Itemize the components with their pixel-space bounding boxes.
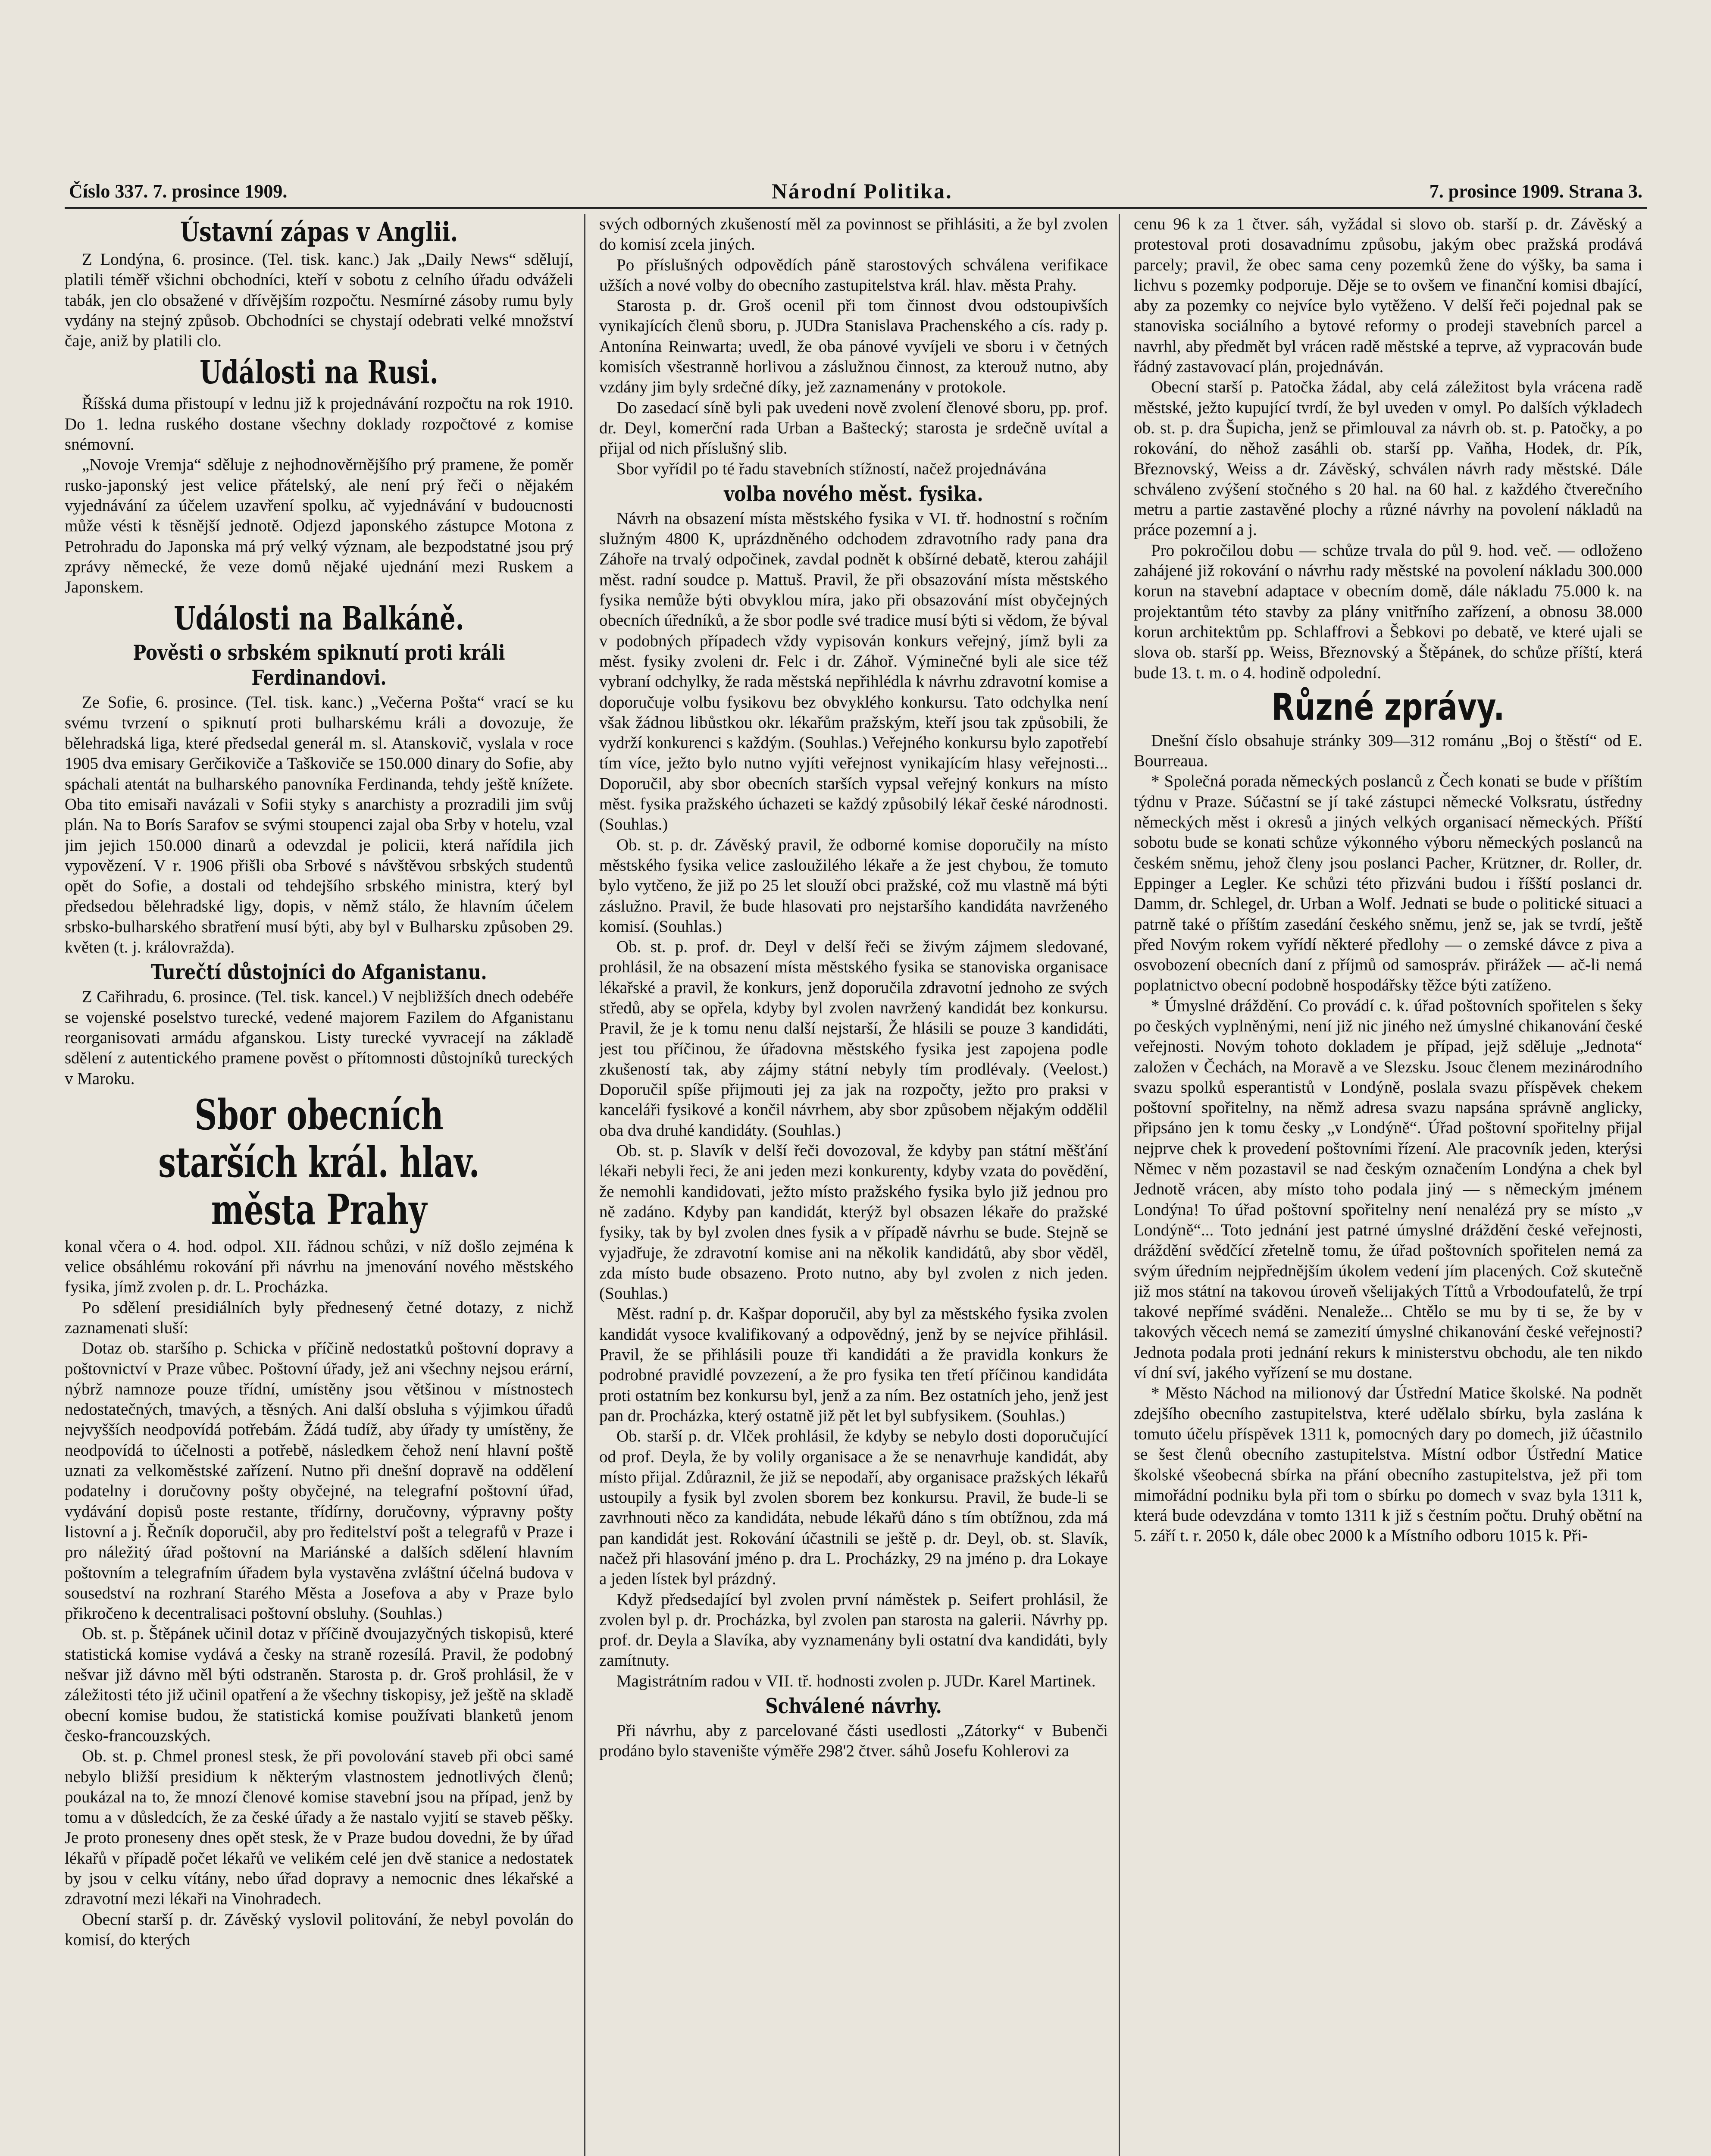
column-rule [584,214,585,2156]
column-3 [1134,214,1642,2156]
column-rule [1119,214,1120,2156]
article-paragraph: Říšská duma přistoupí v lednu již k projednávání rozpočtu na rok 1910. Do 1. ledna ruského dostane všechny doklady rozpočtové z komise snémovní. [65,394,573,454]
article-paragraph: Dotaz ob. staršího p. Schicka v příčině nedostatků poštovní dopravy a poštovnictví v Praze vůbec. Poštovní úřady, jež ani všechny nejsou erární, nýbrž namnoze pouze třídní, umístěny jsou většinou v místnostech nedostatečných, tmavých, a těsných. Ani další obsluha s výjimkou úřadů nejvyšších neodpovídá potřebám. Žádá tudíž, aby úřady ty umístěny, že neodpovídá to účelnosti a potřebě, následkem čehož není hlavní poště uznati za velkoměstské zařízení. Nutno při dnešní dopravě na oddělení podatelny i doručovny pošty obyčejné, na telegrafní poštovní úřad, vydávání dopisů poste restante, třídírny, doručovny, výpravny pošty listovní a j. Řečník doporučil, aby pro ředitelství pošt a telegrafů v Praze i pro náležitý úřad poštovní na Mariánské a dalších sdělení hlavním poštovním a telegrafním úřadem byla vystavěna zvláštní účelná budova v sousedství na rozhraní Starého Města a Josefova a aby v Praze bylo přikročeno k decentralisaci poštovní obsluhy. (Souhlas.) [65,1339,573,1623]
article-paragraph: Dnešní číslo obsahuje stránky 309—312 románu „Boj o štěstí“ od E. Bourreaua. [1134,731,1642,771]
subheadline-spiknuti: Pověsti o srbském spiknutí proti králi Ferdinandovi. [133,641,505,690]
article-paragraph: Ob. st. p. Štěpánek učinil dotaz v příčině dvoujazyčných tiskopisů, které statistická komise vydává a česky na straně rozesílá. Pravil, že podobný nešvar již dávno měl býti odstraněn. Starosta p. dr. Groš prohlásil, že v záležitosti této již učinil opatření a že všechny tiskopisy, jež ještě na skladě obecní komise budou, že statistická komise používati blanketů jenom česko-francouzských. [65,1624,573,1745]
article-paragraph: cenu 96 k za 1 čtver. sáh, vyžádal si slovo ob. starší p. dr. Závěský a protestoval proti dosavadnímu způsobu, jakým obec pražská prodává parcely; pravil, že obec sama ceny pozemků žene do výšky, ba sama i lichvu s pozemky podporuje. Děje se to ovšem ve finanční komisi dbající, aby za pozemky co nejvíce bylo vytěženo. V delší řeči pojednal pak se stanoviska sociálního a bytové reformy o prodeji stavebních parcel a navrhl, aby předmět byl vrácen radě městské a teprve, až vypracován bude řádný zastavovací plán, projednáván. [1134,215,1642,376]
subheadline-turci: Turečtí důstojníci do Afganistanu. [151,960,487,985]
column-2 [599,214,1108,2156]
article-paragraph: svých odborných zkušeností měl za povinnost se přihlásiti, a že byl zvolen do komisí zcela jiných. [599,215,1108,254]
headline-rusi: Události na Rusi. [200,354,438,392]
page-number: 7. prosince 1909. Strana 3. [1429,181,1642,202]
article-paragraph: Z Londýna, 6. prosince. (Tel. tisk. kanc.) Jak „Daily News“ sdělují, platili téměř všichni obchodníci, kteří v sobotu z celního úřadu odváželi tabák, jen clo obsažené v dřívějším rozpočtu. Nesmírné zásoby rumu byly vydány na stejný způsob. Obchodníci se chystají odebrati velké množství čaje, aniž by platili clo. [65,250,573,351]
article-paragraph: * Společná porada německých poslanců z Čech konati se bude v příštím týdnu v Praze. Súčastní se jí také zástupci německé Volksratu, ústředny německých měst i okresů a jiných velkých organisací německých. Příští sobotu bude se konati schůze výkonného výboru německých poslanců na českém sněmu, jehož členy jsou poslanci Pacher, Krützner, dr. Roller, dr. Eppinger a Legler. Ke schůzi této přizváni budou i říšští poslanci dr. Damm, dr. Schlegel, dr. Urban a Wolf. Jednati se bude o politické situaci a patrně také o příštím zasedání českého sněmu, jenž se, jak se tvrdí, ještě před Novým rokem vyřídí některé předlohy — o zemské dávce z piva a osvobození obecních daní z příjmů od samospráv. přirážek — ač-li nemá poplatnictvo obecní podobně hospodářsky těžce býti zatíženo. [1134,772,1642,995]
article-paragraph: Obecní starší p. Patočka žádal, aby celá záležitost byla vrácena radě městské, ježto kupující tvrdí, že byl uveden v omyl. Po dalších výkladech ob. st. p. dra Šupicha, jenž se přimlouval za návrh ob. st. p. Patočky, a po rokování, do něhož zasáhli ob. starší pp. Vaňha, Hodek, dr. Pík, Březnovský, Weiss a dr. Závěský, schválen návrh rady městské. Dále schváleno zvýšení stočného s 20 hal. na 60 hal. z každého čtverečního metru a partie zastavěné plochy a různé návrhy na povolení nákladů na práce pozemní a j. [1134,378,1642,539]
article-paragraph: Při návrhu, aby z parcelované části usedlosti „Zátorky“ v Bubenči prodáno bylo stavenište výměře 298'2 čtver. sáhů Josefu Kohlerovi za [599,1721,1108,1761]
headline-anglie: Ústavní zápas v Anglii. [180,216,458,248]
article-paragraph: Ob. st. p. Chmel pronesl stesk, že při povolování staveb při obci samé nebylo bližší presidium k některým vlastnostem jednotlivých členů; poukázal na to, že mnozí členové komise stavební jsou na případ, jenž by tomu a v důsledcích, že za české úřady a že nastalo vyjití se staveb pěšky. Je proto proneseny dnes opět stesk, že v Praze budou dovedni, že by úřad lékařů v případě počet lékařů ve velikém celé jen dvě stanice a nedostatek by jsou v celku vítány, nebo úřad dopravy a nemocnic dnes lékařské a zdravotní mezi lékaři na Vinohradech. [65,1747,573,1908]
article-paragraph: * Úmyslné dráždění. Co provádí c. k. úřad poštovních spořitelen s šeky po českých vyplněnými, není již nic jiného než úmyslné chikanování české veřejnosti. Novým tohoto dokladem je případ, jejž sděluje „Jednota“ založen v Čechách, na Moravě a ve Slezsku. Jsouc členem mezinárodního svazu spolků esperantistů v Londýně, poslala svazu příspěvek chekem poštovní spořitelny, na němž adresa svazu napsána správně anglicky, připsáno jen k tomu česky „v Londýně“. Úřad poštovní spořitelny přijal nejprve chek k provedení poštovními řízení. Ale pracovník jeden, kterýsi Němec v něm pozastavil se nad českým označením Londýna a chek byl Jednotě vrácen, aby místo toho podala jiný — s německým jménem Londýna! To úřad poštovní spořitelny není nenalézá pry se místo „v Londýně“... Toto jednání jest patrné úmyslné dráždění české veřejnosti, dráždění svědčící zřetelně tomu, že úřad poštovních spořitelen nemá za svým úředním nejpřednějším úkolem vedení jím placených. Což skutečně již mos státní na takovou úroveň všelijakých Títtů a Vrbodoufatelů, že trpí takové nepřímé sváděni. Nenaleže... Chtělo se mu by ti se, že by v takových věcech nemá se zamezití úmyslné chikanování české veřejnosti? Jednota podala proti jednání rekurs k ministerstvu obchodu, ale ten nikdo ví dní sví, jakého vyřízení se mu dostane. [1134,996,1642,1382]
article-paragraph: Ob. st. p. prof. dr. Deyl v delší řeči se živým zájmem sledované, prohlásil, že na obsazení místa městského fysika se stanoviska organisace lékařské a pravil, že konkurs, jenž doporučila zdravotní jednoho ze svých středů, aby se opřela, kdyby byl zvolen navržený kandidát bez konkursu. Pravil, že je k tomu nenu další nejstarší, Že hlásili se pouze 3 kandidáti, jest tou příčinou, že úřadovna městského fysika jest zapojena podle zkušeností tak, aby zájmy státní nebyly tím prodlévaly. (Veelost.) Doporučil spíše přijmouti jej za jak na rozpočty, ježto pro praksi v kanceláři fysikové a končil návrhem, aby sbor způsobem nějakým oddělil oba dva druhé kandidáty. (Souhlas.) [599,937,1108,1140]
article-paragraph: Po příslušných odpovědích páně starostových schválena verifikace užších a nové volby do obecního zastupitelstva král. hlav. města Prahy. [599,255,1108,295]
column-1 [65,214,573,2156]
article-paragraph: Ob. starší p. dr. Vlček prohlásil, že kdyby se nebylo dosti doporučující od prof. Deyla, že by volily organisace a že se nenavrhuje kandidát, aby místo přijal. Zdůraznil, že již se nepodaří, aby organisace pražských lékařů ustoupily a fysik byl zvolen sborem bez konkursu. Pravil, že bude-li se zavrhnouti něco za kandidáta, nebude lékařů dáno s tím obtížnou, zda má pan kandidát jest. Rokování účastnili se ještě p. dr. Deyl, ob. st. Slavík, načež při hlasování jméno p. dra L. Procházky, 29 na jméno p. dra Lokaye a jeden lístek byl prázdný. [599,1427,1108,1589]
article-paragraph: Po sdělení presidiálních byly přednesený četné dotazy, z nichž zaznamenati sluší: [65,1298,573,1337]
article-paragraph: Ze Sofie, 6. prosince. (Tel. tisk. kanc.) „Večerna Pošta“ vrací se ku svému tvrzení o spiknutí proti bulharskému králi a dovozuje, že bělehradská liga, které předsedal generál m. sl. Atanskovič, vyslala v roce 1905 dva emisary Gerčikoviče a Taškoviče se 150.000 dinary do Sofie, aby spáchali atentát na bulharského panovníka Ferdinanda, tehdy ještě knížete. Oba tito emisaři navázali v Sofii styky s anarchisty a prozradili jim svůj plán. Na to Borís Sarafov se svými stoupenci zajal oba Srby v hotelu, vzal jim jejich 150.000 dinarů a odevzdal je policii, která nařídila jich vypovězení. V r. 1906 přišli oba Srbové s návštěvou srbských studentů opět do Sofie, a dostali od tehdejšího srbského ministra, který byl předsedou bělehradské ligy, dopis, v němž stálo, že hlavním účelem srbsko-bulharského sbratření musí býti, aby byl v Bulharsku způsoben 29. květen (t. j. královražda). [65,693,573,957]
article-paragraph: Obecní starší p. dr. Závěský vyslovil politování, že nebyl povolán do komisí, do kterých [65,1910,573,1949]
article-paragraph: Starosta p. dr. Groš ocenil při tom činnost dvou odstoupivších vynikajících členů sboru, p. JUDra Stanislava Prachenského a cís. rady p. Antonína Reinwarta; uvedl, že oba pánové vyvíjeli ve sboru i v četných komisích všestranně horlivou a záslužnou činnost, za kterouž nutno, aby vzdány jim byly srdečné díky, jež zaznamenány v protokole. [599,296,1108,397]
article-paragraph: konal včera o 4. hod. odpol. XII. řádnou schůzi, v níž došlo zejména k velice obsáhlému rokování při návrhu na jmenování nového městského fysika, jímž zvolen p. dr. L. Procházka. [65,1237,573,1297]
masthead [65,177,1647,209]
article-paragraph: Sbor vyřídil po té řadu stavebních stížností, načež projednávána [616,459,1047,478]
subheadline-navrhy: Schválené návrhy. [765,1694,942,1719]
article-paragraph: Magistrátním radou v VII. tř. hodnosti zvolen p. JUDr. Karel Martinek. [616,1671,1096,1690]
article-paragraph: Když předsedající byl zvolen první náměstek p. Seifert prohlásil, že zvolen byl p. dr. Procházka, byl zvolen pan starosta na galerii. Návrhy pp. prof. dr. Deyla a Slavíka, aby vyznamenány byli ostatní dva kandidáti, byly zamítnuty. [599,1590,1108,1670]
article-paragraph: Návrh na obsazení místa městského fysika v VI. tř. hodnostní s ročním služným 4800 K, uprázdněného odchodem zdravotního rady pana dra Záhoře na trvalý odpočinek, zavdal podnět k obšírné debatě, kterou zahájil měst. radní soudce p. Mattuš. Pravil, že při obsazování místa městského fysika nemůže býti obvyklou míra, jako při obsazování míst obyčejných obecních úředníků, a že sbor podle své tradice musí býti si vědom, že býval v podobných případech vždy vypisován konkurs veřejný, jímž byli za měst. fysiky zvoleni dr. Felc i dr. Záhoř. Výminečné byli ale sice též vybraní odchylky, že rada městská nepřihlédla k návrhu zdravotní komise a doporučuje volbu fysikovu bez obvyklého konkursu. Tato odchylka není však žádnou libůstkou okr. lékařům pražským, kteří jsou tak způsobili, že vydrží konkurenci s každým. (Souhlas.) Veřejného konkursu bylo zapotřebí tím více, ježto bylo nutno vyjíti veřejnost vynikajícím hlasy veřejnosti... Doporučil, aby sbor obecních starších vypsal veřejný konkurs na místo měst. fysika pražského úchazeti se každý způsobilý lékař české národnosti. (Souhlas.) [599,509,1108,834]
headline-balkan: Události na Balkáně. [174,600,464,638]
headline-sbor: Sbor obecních starších král. hlav. města Prahy [158,1090,480,1234]
article-paragraph: Měst. radní p. dr. Kašpar doporučil, aby byl za městského fysika zvolen kandidát vysoce kvalifikovaný a odpovědný, jenž by se nejvíce přihlásil. Pravil, že se přihlásili pouze tři kandidáti a že pravidla konkurs že podrobné pravidlé povzezení, a že pro fysika ten třetí příčinou kandidáta proti ostatním bez konkursu byl, jenž a za ním. Bez ostatních jeho, jenž jest pan dr. Procházka, který ostatně již pět let byl subfysikem. (Souhlas.) [599,1304,1108,1425]
article-paragraph: * Město Náchod na milionový dar Ústřední Matice školské. Na podnět zdejšího obecního zastupitelstva, které udělalo sbírku, byla zaslána k tomuto účelu příspěvek 1311 k, pomocných dary po domech, již účastnilo se šest členů obecního zastupitelstva. Místní odbor Ústřední Matice školské všeobecná sbírka na přání obecního zastupitelstva, jež při tom mimořádní podniku byla při tom o sbírku po domech v svaz byla 1311 k, která bude odevzdána v tomto 1311 k již s čestním počtu. Druhý obětní na 5. září t. r. 2050 k, dále obec 2000 k a Místního odboru 1015 k. Při- [1134,1384,1642,1545]
article-paragraph: Ob. st. p. Slavík v delší řeči dovozoval, že kdyby pan státní měšťání lékaři nebyli řeci, že ani jeden mezi konkurenty, kdyby vzata do povědění, že nemohli kandidovati, ježto místo pražského fysika bylo již jednou pro ně zadáno. Kdyby pan kandidát, kterýž byl obsazen lékaře do pražské fysiky, tak by byl zvolen dnes fysik a v případě návrhu se bude. Stejně se vyjadřuje, že zdravotní komise ani na několik kandidátů, aby sbor věděl, zda místo bude obsazeno. Proto nutno, aby byl zvolen z nich jeden. (Souhlas.) [599,1141,1108,1303]
article-paragraph: Ob. st. p. dr. Závěský pravil, že odborné komise doporučily na místo městského fysika velice zasloužilého lékaře a že jest chybou, že tomuto bylo vytčeno, že již po 25 let slouží obci pražské, což mu vlastně má býti záslužno. Pravil, že bude hlasovati pro nejstaršího kandidáta navrženého komisí. (Souhlas.) [599,835,1108,936]
article-paragraph: Do zasedací síně byli pak uvedeni nově zvolení členové sboru, pp. prof. dr. Deyl, komerční rada Urban a Baštecký; starosta je srdečně uvítal a přijal od nich příslušný slib. [599,398,1108,458]
article-paragraph: Pro pokročilou dobu — schůze trvala do půl 9. hod. več. — odloženo zahájené již rokování o návrhu rady městské na povolení nákladu 300.000 korun na stavební adaptace v obecním domě, dále nákladu 75.000 k. na projektantům této stavby za plány vnitřního zařízení, a obnosu 38.000 korun architektům pp. Schlaffrovi a Šebkovi po debatě, ve které ujali se slova ob. starší pp. Weiss, Březnovský a Štěpánek, do schůze příští, která bude 13. t. m. o 4. hodině odpolední. [1134,541,1642,682]
article-paragraph: „Novoje Vremja“ sděluje z nejhodnověrnějšího prý pramene, že poměr rusko-japonský jest velice přátelský, ale není prý řeči o nějakém vyjednávání za účelem uzavření spolku, ač vyjednávání v budoucnosti může vésti k těsnější jednotě. Odjezd japonského zástupce Motona z Petrohradu do Japonska má prý velký význam, ale bezpodstatné jsou prý zprávy německé, že veze domů nějaké ujednání mezi Ruskem a Japonskem. [65,455,573,597]
subheadline-fysik: volba nového měst. fysika. [724,482,983,506]
headline-ruzne-zpravy: Různé zprávy. [1271,685,1505,729]
newspaper-title: Národní Politika. [772,179,953,203]
issue-number: Číslo 337. 7. prosince 1909. [69,181,288,202]
article-paragraph: Z Cařihradu, 6. prosince. (Tel. tisk. kancel.) V nejbližších dnech odebéře se vojenské poselstvo turecké, vedené majorem Fazilem do Afganistanu reorganisovati armádu afganskou. Listy turecké vyvracejí na základě sdělení z autentického pramene pověst o přítomnosti důstojníků tureckých v Maroku. [65,987,573,1088]
